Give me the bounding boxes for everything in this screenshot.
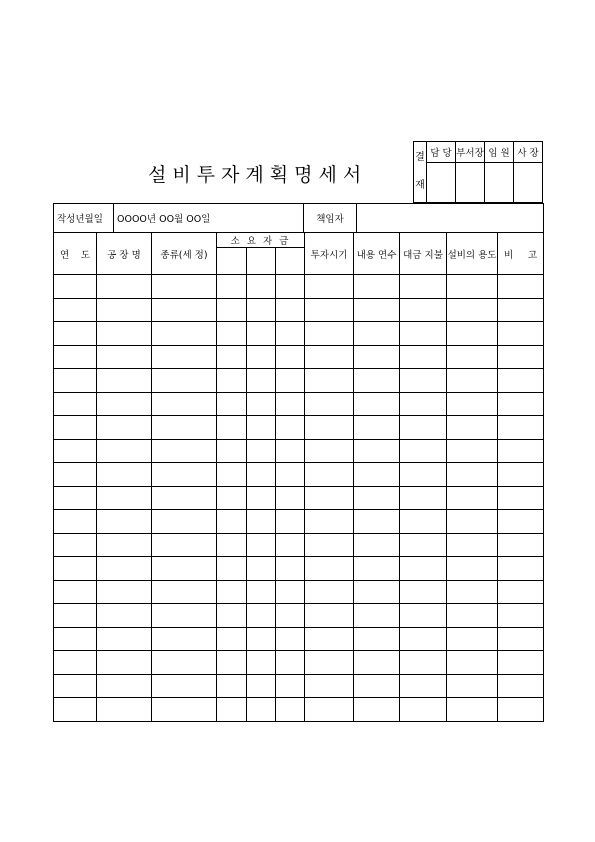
table-row [54, 651, 544, 675]
table-cell[interactable] [305, 439, 354, 463]
table-cell[interactable] [447, 627, 498, 651]
header-funding-sub [276, 248, 305, 275]
table-cell[interactable] [276, 298, 305, 322]
table-cell[interactable] [498, 557, 544, 581]
table-cell[interactable] [217, 322, 247, 346]
table-cell[interactable] [247, 557, 276, 581]
table-row [54, 369, 544, 393]
table-cell[interactable] [305, 580, 354, 604]
table-row [54, 486, 544, 510]
table-cell[interactable] [54, 322, 97, 346]
approval-role-executive: 임 원 [485, 142, 514, 163]
table-cell[interactable] [276, 486, 305, 510]
approval-sign-cell[interactable] [514, 163, 543, 203]
table-cell[interactable] [276, 627, 305, 651]
table-cell[interactable] [97, 580, 152, 604]
table-cell[interactable] [152, 322, 217, 346]
table-cell[interactable] [97, 510, 152, 534]
approval-side-label-bottom: 재 [415, 180, 425, 191]
table-cell[interactable] [354, 674, 400, 698]
table-cell[interactable] [97, 557, 152, 581]
table-cell[interactable] [447, 275, 498, 299]
table-cell[interactable] [498, 439, 544, 463]
table-cell[interactable] [217, 674, 247, 698]
table-cell[interactable] [152, 369, 217, 393]
table-cell[interactable] [305, 463, 354, 487]
approval-role-president: 사 장 [514, 142, 543, 163]
table-cell[interactable] [247, 698, 276, 722]
header-year [54, 233, 97, 275]
table-cell[interactable] [447, 651, 498, 675]
table-cell[interactable] [152, 439, 217, 463]
table-cell[interactable] [54, 510, 97, 534]
table-row [54, 463, 544, 487]
table-cell[interactable] [447, 557, 498, 581]
table-cell[interactable] [354, 533, 400, 557]
table-cell[interactable] [498, 698, 544, 722]
approval-role-manager: 부서장 [456, 142, 485, 163]
table-cell[interactable] [217, 392, 247, 416]
table-cell[interactable] [152, 580, 217, 604]
table-cell[interactable] [217, 416, 247, 440]
table-cell[interactable] [54, 627, 97, 651]
table-cell[interactable] [276, 345, 305, 369]
table-cell[interactable] [400, 369, 447, 393]
table-cell[interactable] [400, 604, 447, 628]
approval-role-staff: 담 당 [427, 142, 456, 163]
table-cell[interactable] [354, 486, 400, 510]
table-cell[interactable] [354, 580, 400, 604]
table-cell[interactable] [305, 627, 354, 651]
table-cell[interactable] [447, 698, 498, 722]
table-row [54, 275, 544, 299]
table-cell[interactable] [97, 463, 152, 487]
approval-side-label [414, 142, 427, 203]
table-cell[interactable] [97, 322, 152, 346]
table-cell[interactable] [400, 275, 447, 299]
table-cell[interactable] [400, 533, 447, 557]
table-cell[interactable] [498, 369, 544, 393]
table-cell[interactable] [498, 627, 544, 651]
table-cell[interactable] [400, 322, 447, 346]
table-cell[interactable] [447, 486, 498, 510]
table-cell[interactable] [217, 698, 247, 722]
table-cell[interactable] [217, 463, 247, 487]
table-cell[interactable] [400, 416, 447, 440]
table-cell[interactable] [498, 674, 544, 698]
table-cell[interactable] [217, 369, 247, 393]
table-row [54, 392, 544, 416]
table-cell[interactable] [97, 627, 152, 651]
table-cell[interactable] [498, 275, 544, 299]
table-cell[interactable] [54, 533, 97, 557]
table-cell[interactable] [97, 369, 152, 393]
table-cell[interactable] [498, 533, 544, 557]
table-cell[interactable] [54, 674, 97, 698]
table-row [54, 322, 544, 346]
table-cell[interactable] [354, 698, 400, 722]
header-lifespan: 내용 연수 [354, 233, 400, 275]
table-cell[interactable] [152, 674, 217, 698]
table-cell[interactable] [152, 275, 217, 299]
table-cell[interactable] [447, 604, 498, 628]
table-cell[interactable] [97, 345, 152, 369]
table-row [54, 345, 544, 369]
table-cell[interactable] [354, 322, 400, 346]
table-cell[interactable] [217, 557, 247, 581]
table-cell[interactable] [354, 604, 400, 628]
table-cell[interactable] [247, 674, 276, 698]
table-cell[interactable] [498, 322, 544, 346]
table-cell[interactable] [447, 322, 498, 346]
table-cell[interactable] [247, 604, 276, 628]
date-value[interactable]: OOOO년 OO월 OO일 [114, 204, 304, 233]
table-cell[interactable] [247, 369, 276, 393]
table-cell[interactable] [276, 651, 305, 675]
table-cell[interactable] [247, 392, 276, 416]
table-cell[interactable] [247, 275, 276, 299]
table-cell[interactable] [400, 439, 447, 463]
table-cell[interactable] [247, 627, 276, 651]
table-cell[interactable] [247, 580, 276, 604]
table-cell[interactable] [152, 627, 217, 651]
table-cell[interactable] [247, 345, 276, 369]
table-cell[interactable] [217, 510, 247, 534]
info-table [53, 203, 544, 233]
table-cell[interactable] [498, 510, 544, 534]
table-cell[interactable] [354, 439, 400, 463]
date-label: 작성년월일 [54, 204, 114, 233]
approval-stamp-table [413, 141, 543, 203]
table-cell[interactable] [54, 580, 97, 604]
table-cell[interactable] [354, 510, 400, 534]
table-cell[interactable] [400, 698, 447, 722]
header-factory: 공 장 명 [97, 233, 152, 275]
table-cell[interactable] [498, 580, 544, 604]
header-funding-sub [217, 248, 247, 275]
table-cell[interactable] [498, 392, 544, 416]
table-cell[interactable] [354, 651, 400, 675]
table-cell[interactable] [400, 651, 447, 675]
table-cell[interactable] [152, 486, 217, 510]
table-cell[interactable] [276, 674, 305, 698]
table-row [54, 580, 544, 604]
table-cell[interactable] [354, 275, 400, 299]
table-cell[interactable] [97, 651, 152, 675]
header-remarks-right: 고 [527, 249, 538, 261]
table-cell[interactable] [97, 698, 152, 722]
table-cell[interactable] [276, 275, 305, 299]
table-cell[interactable] [276, 392, 305, 416]
table-cell[interactable] [305, 369, 354, 393]
header-year-right: 도 [80, 249, 90, 261]
table-cell[interactable] [54, 486, 97, 510]
table-cell[interactable] [247, 486, 276, 510]
table-cell[interactable] [498, 416, 544, 440]
table-cell[interactable] [152, 392, 217, 416]
manager-value[interactable] [357, 204, 544, 233]
table-cell[interactable] [305, 510, 354, 534]
table-cell[interactable] [447, 298, 498, 322]
table-cell[interactable] [247, 463, 276, 487]
table-cell[interactable] [498, 604, 544, 628]
table-cell[interactable] [305, 486, 354, 510]
table-cell[interactable] [152, 510, 217, 534]
table-cell[interactable] [305, 416, 354, 440]
table-cell[interactable] [247, 510, 276, 534]
table-cell[interactable] [400, 345, 447, 369]
table-cell[interactable] [247, 416, 276, 440]
table-cell[interactable] [247, 439, 276, 463]
table-cell[interactable] [152, 463, 217, 487]
table-cell[interactable] [354, 392, 400, 416]
table-cell[interactable] [152, 557, 217, 581]
table-cell[interactable] [276, 463, 305, 487]
table-cell[interactable] [305, 557, 354, 581]
table-cell[interactable] [97, 604, 152, 628]
table-cell[interactable] [498, 345, 544, 369]
table-cell[interactable] [217, 298, 247, 322]
table-cell[interactable] [247, 298, 276, 322]
table-cell[interactable] [54, 275, 97, 299]
table-cell[interactable] [447, 416, 498, 440]
table-cell[interactable] [354, 416, 400, 440]
table-cell[interactable] [498, 463, 544, 487]
table-cell[interactable] [354, 298, 400, 322]
table-cell[interactable] [400, 298, 447, 322]
table-cell[interactable] [498, 486, 544, 510]
table-cell[interactable] [217, 651, 247, 675]
table-cell[interactable] [54, 416, 97, 440]
header-funding-sub [247, 248, 276, 275]
table-cell[interactable] [276, 698, 305, 722]
investment-plan-table [53, 232, 544, 722]
table-cell[interactable] [354, 463, 400, 487]
table-cell[interactable] [305, 698, 354, 722]
table-cell[interactable] [305, 298, 354, 322]
table-cell[interactable] [447, 510, 498, 534]
table-cell[interactable] [354, 369, 400, 393]
table-row [54, 510, 544, 534]
table-cell[interactable] [305, 322, 354, 346]
table-row [54, 627, 544, 651]
table-cell[interactable] [247, 651, 276, 675]
table-cell[interactable] [276, 557, 305, 581]
table-cell[interactable] [276, 580, 305, 604]
table-cell[interactable] [276, 510, 305, 534]
table-cell[interactable] [54, 345, 97, 369]
table-cell[interactable] [276, 533, 305, 557]
table-cell[interactable] [217, 580, 247, 604]
table-cell[interactable] [152, 698, 217, 722]
table-cell[interactable] [152, 416, 217, 440]
table-cell[interactable] [247, 533, 276, 557]
table-row [54, 674, 544, 698]
table-cell[interactable] [97, 439, 152, 463]
table-row [54, 298, 544, 322]
table-cell[interactable] [400, 486, 447, 510]
table-cell[interactable] [400, 627, 447, 651]
table-cell[interactable] [217, 533, 247, 557]
table-cell[interactable] [276, 369, 305, 393]
table-cell[interactable] [354, 627, 400, 651]
table-row [54, 557, 544, 581]
table-cell[interactable] [447, 533, 498, 557]
table-cell[interactable] [305, 275, 354, 299]
table-cell[interactable] [152, 604, 217, 628]
table-cell[interactable] [54, 463, 97, 487]
table-cell[interactable] [305, 533, 354, 557]
table-cell[interactable] [97, 416, 152, 440]
table-cell[interactable] [152, 298, 217, 322]
table-cell[interactable] [400, 392, 447, 416]
table-cell[interactable] [276, 604, 305, 628]
table-cell[interactable] [152, 345, 217, 369]
header-payment: 대금 지불 [400, 233, 447, 275]
table-cell[interactable] [305, 345, 354, 369]
table-cell[interactable] [447, 345, 498, 369]
table-cell[interactable] [54, 439, 97, 463]
header-funding: 소 요 자 금 [217, 233, 305, 248]
table-cell[interactable] [97, 275, 152, 299]
table-cell[interactable] [152, 651, 217, 675]
table-cell[interactable] [305, 392, 354, 416]
table-cell[interactable] [217, 275, 247, 299]
table-cell[interactable] [400, 557, 447, 581]
table-cell[interactable] [97, 486, 152, 510]
table-cell[interactable] [97, 674, 152, 698]
table-cell[interactable] [400, 510, 447, 534]
table-cell[interactable] [305, 651, 354, 675]
table-row [54, 439, 544, 463]
table-cell[interactable] [354, 557, 400, 581]
table-row [54, 698, 544, 722]
table-cell[interactable] [447, 463, 498, 487]
table-cell[interactable] [217, 627, 247, 651]
approval-side-label-top: 결 [415, 152, 425, 163]
table-cell[interactable] [447, 580, 498, 604]
header-purpose: 설비의 용도 [447, 233, 498, 275]
table-cell[interactable] [498, 651, 544, 675]
table-row [54, 533, 544, 557]
table-cell[interactable] [305, 604, 354, 628]
table-cell[interactable] [447, 439, 498, 463]
page-title: 설비투자계획명세서 [148, 164, 368, 186]
table-cell[interactable] [97, 392, 152, 416]
table-cell[interactable] [54, 557, 97, 581]
table-cell[interactable] [247, 322, 276, 346]
approval-sign-cell[interactable] [456, 163, 485, 203]
table-cell[interactable] [217, 486, 247, 510]
table-cell[interactable] [54, 651, 97, 675]
header-year-left: 연 [60, 249, 70, 261]
table-cell[interactable] [54, 298, 97, 322]
approval-sign-cell[interactable] [485, 163, 514, 203]
table-cell[interactable] [217, 345, 247, 369]
table-cell[interactable] [276, 416, 305, 440]
table-cell[interactable] [97, 298, 152, 322]
approval-sign-cell[interactable] [427, 163, 456, 203]
table-cell[interactable] [498, 298, 544, 322]
header-type: 종류(세 정) [152, 233, 217, 275]
table-cell[interactable] [400, 463, 447, 487]
table-row [54, 604, 544, 628]
table-cell[interactable] [354, 345, 400, 369]
table-cell[interactable] [54, 392, 97, 416]
table-cell[interactable] [54, 604, 97, 628]
manager-label: 책임자 [304, 204, 357, 233]
header-timing: 투자시기 [305, 233, 354, 275]
table-cell[interactable] [276, 439, 305, 463]
table-cell[interactable] [447, 674, 498, 698]
table-cell[interactable] [276, 322, 305, 346]
table-cell[interactable] [400, 580, 447, 604]
table-cell[interactable] [447, 392, 498, 416]
header-remarks-left: 비 [504, 249, 514, 261]
table-cell[interactable] [97, 533, 152, 557]
header-remarks [498, 233, 544, 275]
table-cell[interactable] [305, 674, 354, 698]
table-row [54, 416, 544, 440]
table-cell[interactable] [54, 369, 97, 393]
table-cell[interactable] [400, 674, 447, 698]
table-cell[interactable] [447, 369, 498, 393]
table-cell[interactable] [54, 698, 97, 722]
table-cell[interactable] [217, 604, 247, 628]
table-cell[interactable] [217, 439, 247, 463]
table-cell[interactable] [152, 533, 217, 557]
